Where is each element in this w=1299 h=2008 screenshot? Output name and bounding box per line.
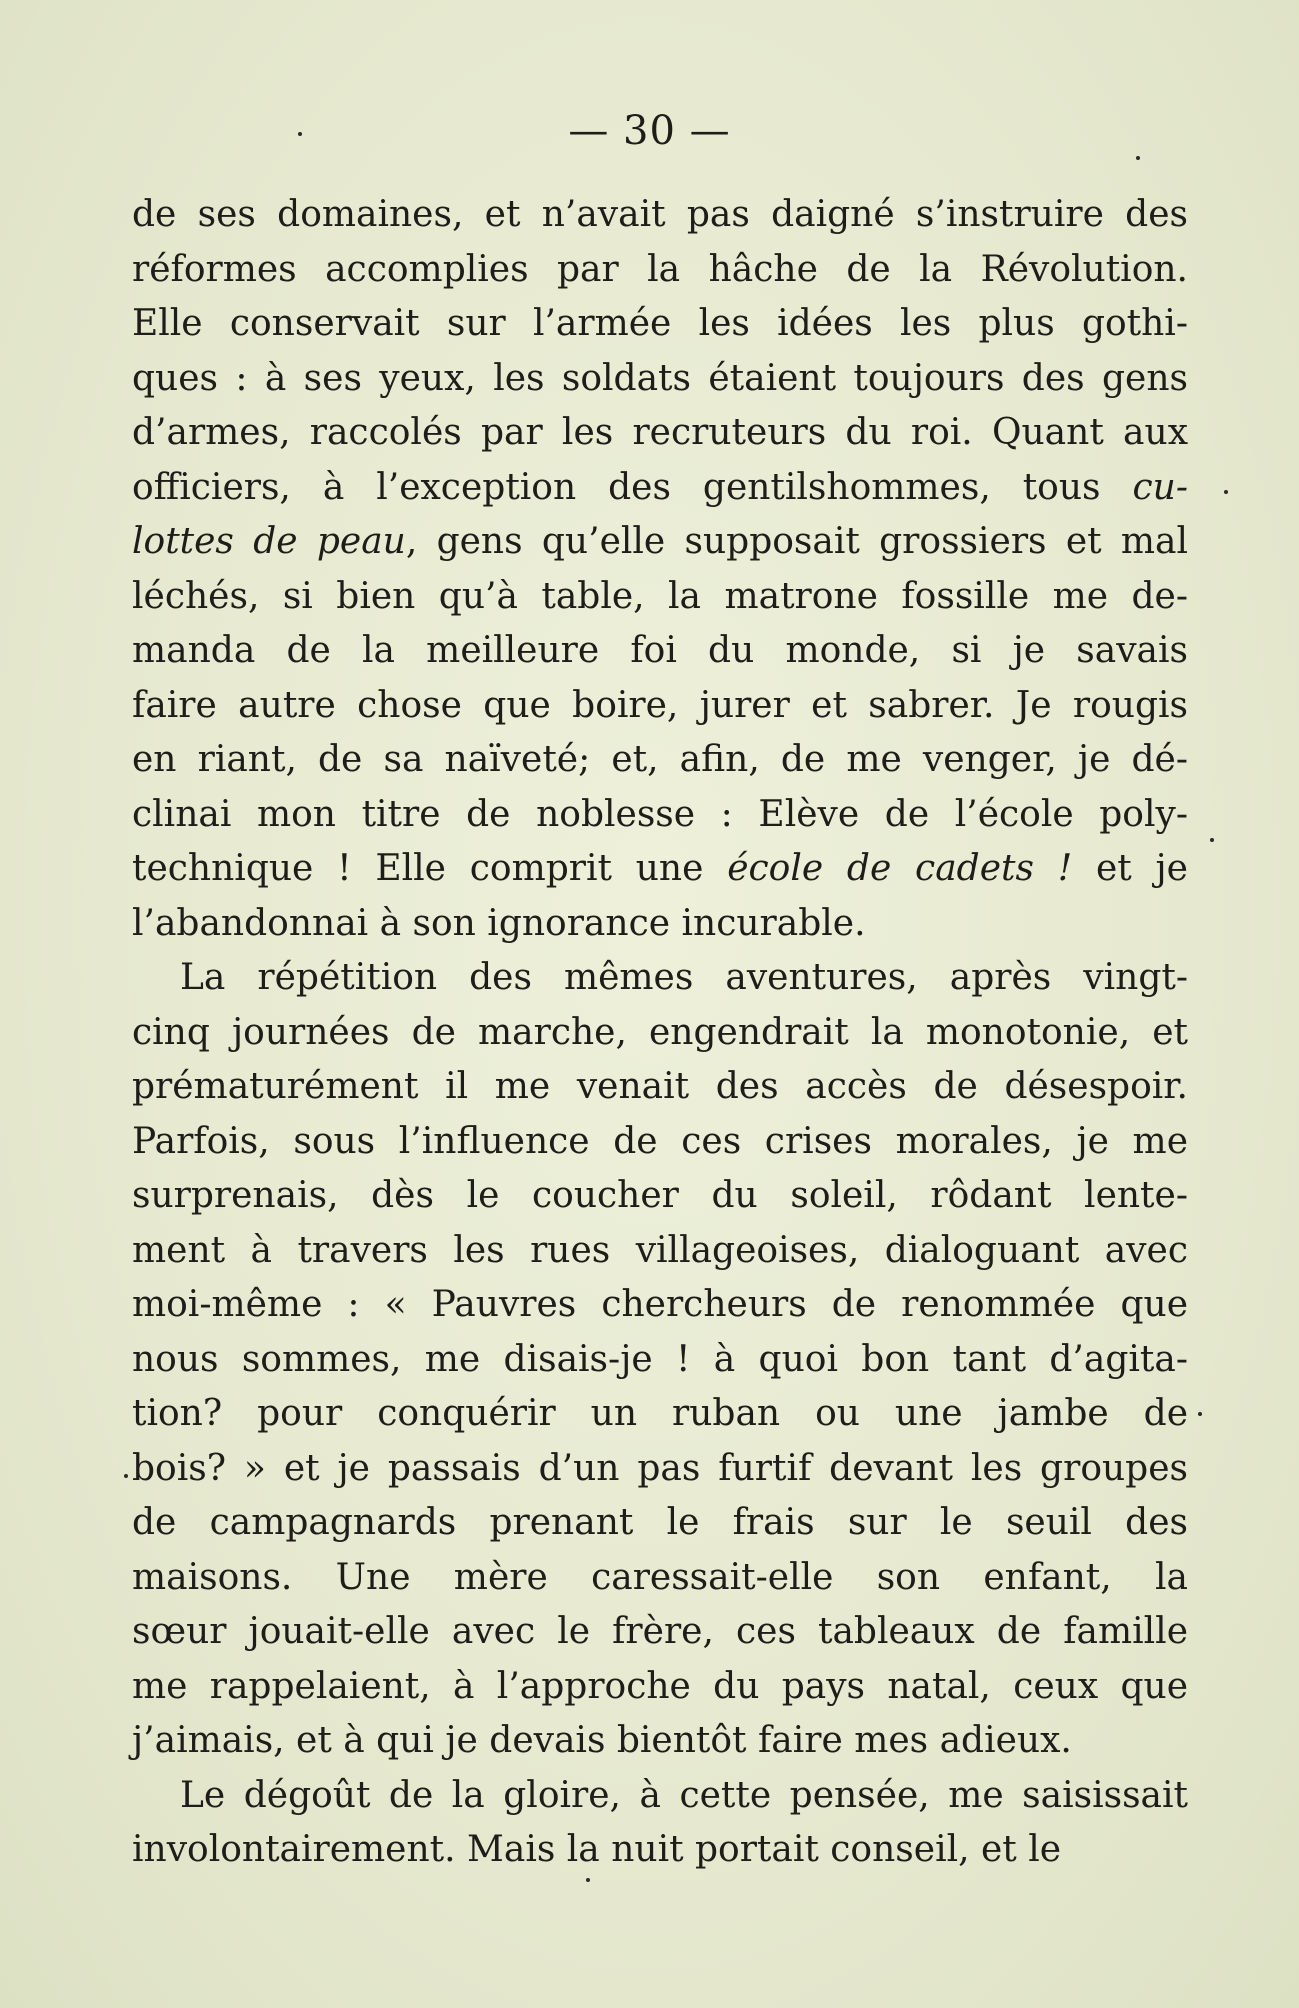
text-line xyxy=(132,1769,1188,1824)
text-line xyxy=(132,1333,1188,1388)
text-segment: maisons. Une mère caressait-elle son enfant, la xyxy=(132,1556,1188,1598)
text-segment: moi-même : « Pauvres chercheurs de renommée que xyxy=(132,1284,1188,1325)
print-speck xyxy=(1210,838,1214,842)
text-segment: cinq journées de marche, engendrait la monotonie, et xyxy=(132,1011,1188,1053)
text-segment: me rappelaient, à l’approche du pays natal, ceux que xyxy=(132,1665,1188,1707)
text-line xyxy=(132,1551,1188,1606)
text-segment: et je xyxy=(1072,848,1188,889)
text-line xyxy=(132,1387,1188,1442)
body-text xyxy=(132,188,1188,1878)
text-segment: , gens qu’elle supposait grossiers et mal xyxy=(405,521,1188,562)
text-segment: j’aimais, et à qui je devais bientôt faire mes adieux. xyxy=(132,1720,1072,1761)
text-segment: sœur jouait-elle avec le frère, ces tableaux de famille xyxy=(132,1611,1188,1652)
print-speck xyxy=(1198,1412,1202,1416)
text-segment: l’abandonnai à son ignorance incurable. xyxy=(132,902,866,944)
text-segment: nous sommes, me disais-je ! à quoi bon tant d’agita- xyxy=(132,1338,1188,1380)
page-number: — 30 — xyxy=(568,108,731,154)
text-line xyxy=(132,842,1188,897)
text-line xyxy=(132,1006,1188,1061)
text-line xyxy=(132,679,1188,734)
text-segment: Elle conservait sur l’armée les idées les plus gothi- xyxy=(132,303,1188,344)
print-speck xyxy=(298,132,302,136)
italic-text: école de cadets ! xyxy=(727,848,1073,889)
text-line xyxy=(132,297,1188,352)
text-line xyxy=(132,243,1188,298)
text-line xyxy=(132,624,1188,679)
text-segment: officiers, à l’exception des gentilshommes, tous xyxy=(132,466,1133,508)
italic-text: cu- xyxy=(1132,466,1188,508)
text-line xyxy=(132,1169,1188,1224)
text-line xyxy=(132,733,1188,788)
text-line xyxy=(132,788,1188,843)
text-line xyxy=(132,515,1188,570)
text-line xyxy=(132,1714,1188,1769)
print-speck xyxy=(586,1878,590,1882)
text-line xyxy=(132,1278,1188,1333)
text-segment: bois? » et je passais d’un pas furtif devant les groupes xyxy=(132,1447,1188,1489)
text-segment: La répétition des mêmes aventures, après vingt- xyxy=(180,957,1188,998)
text-segment: tion? pour conquérir un ruban ou une jambe de xyxy=(132,1393,1188,1434)
text-line xyxy=(132,1115,1188,1170)
text-segment: faire autre chose que boire, jurer et sabrer. Je rougis xyxy=(132,684,1188,726)
text-segment: ment à travers les rues villageoises, dialoguant avec xyxy=(132,1229,1188,1271)
text-segment: clinai mon titre de noblesse : Elève de l’école poly- xyxy=(132,793,1188,835)
italic-text: lottes de peau xyxy=(132,521,406,562)
text-line xyxy=(132,352,1188,407)
text-segment: prématurément il me venait des accès de désespoir. xyxy=(132,1066,1188,1107)
print-speck xyxy=(1136,156,1140,160)
text-segment: surprenais, dès le coucher du soleil, rôdant lente- xyxy=(132,1175,1188,1216)
text-segment: en riant, de sa naïveté; et, afin, de me venger, je dé- xyxy=(132,739,1188,780)
text-line xyxy=(132,570,1188,625)
text-line xyxy=(132,1060,1188,1115)
text-segment: de campagnards prenant le frais sur le seuil des xyxy=(132,1502,1188,1543)
text-line xyxy=(132,461,1188,516)
text-line xyxy=(132,188,1188,243)
text-segment: léchés, si bien qu’à table, la matrone fossille me de- xyxy=(132,575,1188,617)
text-line xyxy=(132,1605,1188,1660)
text-line xyxy=(132,406,1188,461)
text-line xyxy=(132,1496,1188,1551)
text-segment: ques : à ses yeux, les soldats étaient toujours des gens xyxy=(132,357,1188,399)
text-segment: réformes accomplies par la hâche de la Révolution. xyxy=(132,248,1188,290)
text-segment: de ses domaines, et n’avait pas daigné s’instruire des xyxy=(132,194,1188,235)
text-line xyxy=(132,951,1188,1006)
text-line xyxy=(132,1224,1188,1279)
text-line xyxy=(132,1442,1188,1497)
text-segment: involontairement. Mais la nuit portait conseil, et le xyxy=(132,1829,1062,1870)
text-segment: Le dégoût de la gloire, à cette pensée, me saisissait xyxy=(180,1774,1188,1816)
print-speck xyxy=(1224,490,1228,494)
text-segment: technique ! Elle comprit une xyxy=(132,848,728,889)
text-segment: d’armes, raccolés par les recruteurs du roi. Quant aux xyxy=(132,412,1188,453)
text-segment: manda de la meilleure foi du monde, si je savais xyxy=(132,630,1188,671)
print-speck xyxy=(124,1474,128,1478)
text-line xyxy=(132,897,1188,952)
text-line xyxy=(132,1823,1188,1878)
text-line xyxy=(132,1660,1188,1715)
text-segment: Parfois, sous l’influence de ces crises morales, je me xyxy=(132,1120,1188,1162)
